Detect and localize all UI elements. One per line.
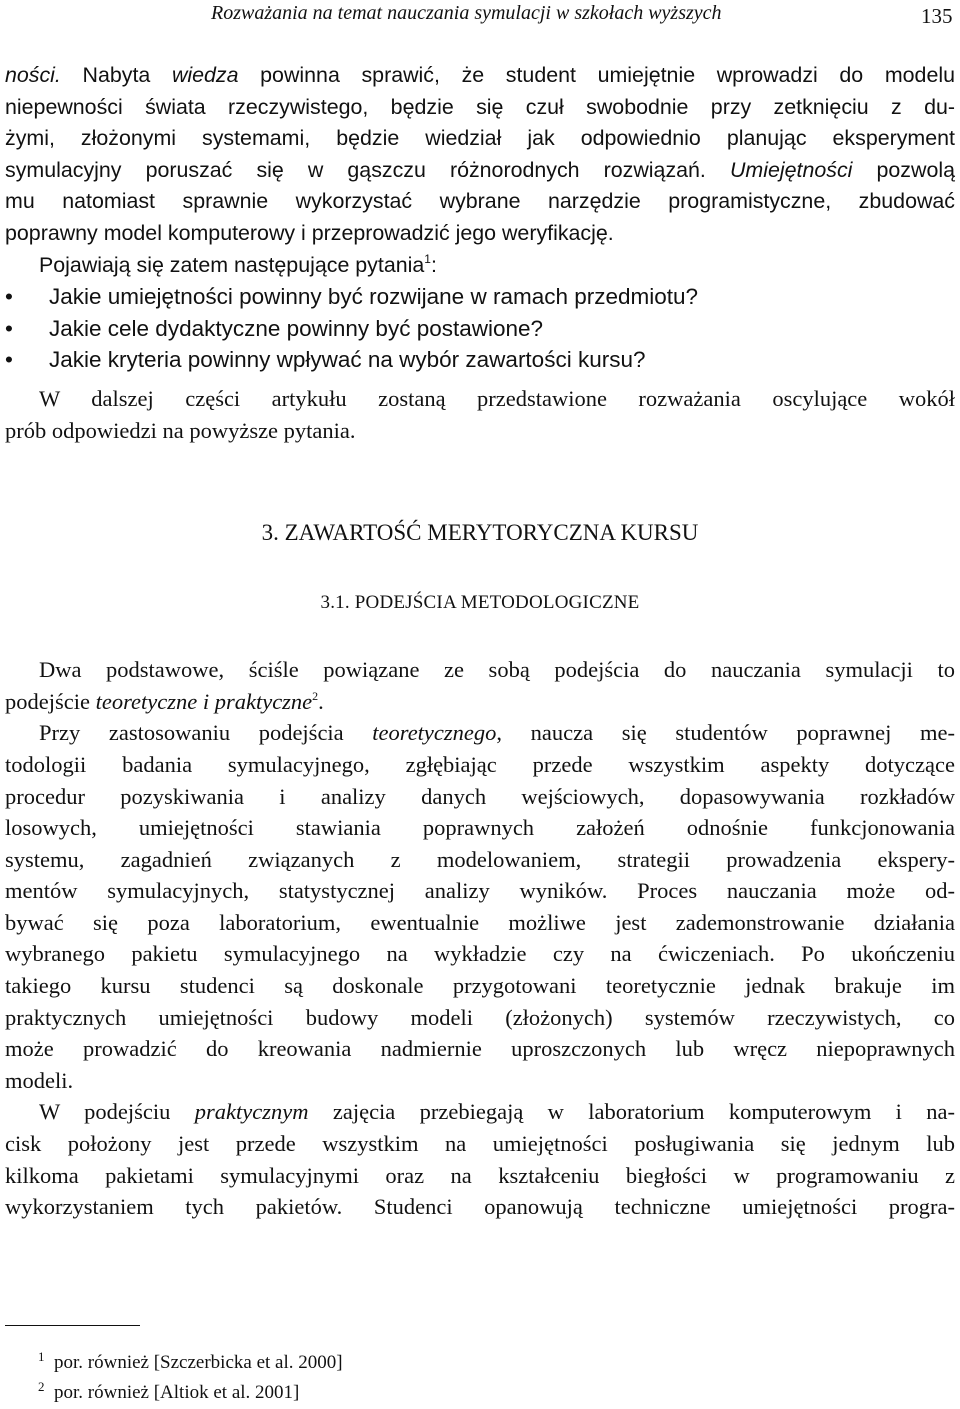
text-fragment: powinna sprawić, że student umiejętnie wprowadzi do modelu xyxy=(238,63,955,87)
text-line: niepewności świata rzeczywistego, będzie się czuł swobodnie przy zetknięciu z du- xyxy=(5,94,955,119)
text-line: W dalszej części artykułu zostaną przedstawione rozważania oscylujące wokół xyxy=(39,385,955,411)
footnote xyxy=(38,1378,343,1408)
text-line: cisk położony jest przede wszystkim na umiejętności posługiwania się jednym lub xyxy=(5,1131,955,1157)
text-line xyxy=(5,717,955,749)
footnote-number: 1 xyxy=(38,1349,45,1364)
running-title: Rozważania na temat nauczania symulacji w szkołach wyższych xyxy=(211,2,722,24)
text-line: może prowadzić do kreowania nadmiernie uproszczonych lub wręcz niepoprawnych xyxy=(5,1036,955,1062)
list-item xyxy=(5,344,955,376)
paragraph xyxy=(5,1096,955,1222)
footnotes xyxy=(38,1348,343,1408)
subsection-heading: 3.1. PODEJŚCIA METODOLOGICZNE xyxy=(320,592,640,614)
text-line: wybranego pakietu symulacyjnego na wykładzie czy na ćwiczeniach. Po ukończeniu xyxy=(5,941,955,967)
text-fragment: symulacyjny poruszać się w gąszczu różnorodnych rozwiązań. xyxy=(5,157,706,182)
footnote xyxy=(38,1348,343,1378)
text-line: modeli. xyxy=(5,1067,74,1093)
bullet-icon: • xyxy=(5,284,13,310)
emphasis-text: Umiejętności xyxy=(729,157,853,182)
text-line xyxy=(5,1096,955,1128)
text-line: praktycznych umiejętności budowy modeli (złożonych) systemów rzeczywistych, co xyxy=(5,1004,955,1030)
bullet-icon: • xyxy=(5,315,13,341)
text-fragment: Pojawiają się zatem następujące pytania xyxy=(39,252,425,277)
paragraph xyxy=(5,654,955,717)
text-fragment: Nabyta xyxy=(60,63,172,87)
footnote-text: por. również [Szczerbicka et al. 2000] xyxy=(54,1352,343,1373)
list-item-text: Jakie cele dydaktyczne powinny być postawione? xyxy=(49,315,544,341)
text-line: Dwa podstawowe, ściśle powiązane ze sobą podejścia do nauczania symulacji to xyxy=(39,657,955,683)
footnote-ref: 1 xyxy=(424,251,431,266)
text-fragment: podejście xyxy=(5,688,96,714)
text-line: procedur pozyskiwania i analizy danych wejściowych, dopasowywania rozkładów xyxy=(5,783,955,809)
section-heading: 3. ZAWARTOŚĆ MERYTORYCZNA KURSU xyxy=(261,520,699,546)
text-fragment: ności. xyxy=(5,63,61,87)
text-line: mu natomiast sprawnie wykorzystać wybrane narzędzie programistyczne, zbudować xyxy=(5,189,955,214)
list-item-text: Jakie umiejętności powinny być rozwijane w ramach przedmiotu? xyxy=(49,284,699,310)
text-line xyxy=(5,686,955,718)
list-item-text: Jakie kryteria powinny wpływać na wybór zawartości kursu? xyxy=(49,347,646,373)
text-line: żymi, złożonymi systemami, będzie wiedział jak odpowiednio planując eksperyment xyxy=(5,126,955,151)
text-line: takiego kursu studenci są doskonale przygotowani teoretycznie jednak brakuje im xyxy=(5,973,955,999)
paragraph xyxy=(5,717,955,1096)
text-line: systemu, zagadnień związanych z modelowaniem, strategii prowadzenia ekspery- xyxy=(5,846,955,872)
page-number: 135 xyxy=(921,4,953,28)
text-line: kilkoma pakietami symulacyjnymi oraz na kształceniu biegłości w programowaniu z xyxy=(5,1162,955,1188)
text-line: wykorzystaniem tych pakietów. Studenci opanowują techniczne umiejętności progra- xyxy=(5,1194,955,1220)
emphasis-text: teoretycznego xyxy=(372,720,497,746)
text-line: poprawny model komputerowy i przeprowadzić jego weryfikację. xyxy=(5,220,614,245)
emphasis-text: wiedza xyxy=(171,63,239,87)
text-line: losowych, umiejętności stawiania poprawnych założeń odnośnie funkcjonowania xyxy=(5,815,955,841)
footnote-number: 2 xyxy=(38,1379,45,1394)
text-fragment: : xyxy=(430,252,437,277)
text-fragment: pozwolą xyxy=(852,157,955,182)
list-item xyxy=(5,281,955,313)
text-fragment: zajęcia przebiegają w laboratorium komputerowym i na- xyxy=(308,1099,956,1125)
page-header xyxy=(0,2,960,32)
text-fragment: . xyxy=(318,688,324,714)
text-line: bywać się poza laboratorium, ewentualnie możliwe jest zademonstrowanie działania xyxy=(5,909,955,935)
page-body xyxy=(5,60,955,1223)
bullet-icon: • xyxy=(5,347,13,373)
intro-paragraph xyxy=(5,60,955,250)
text-fragment: W podejściu xyxy=(39,1099,195,1125)
emphasis-text: praktycznym xyxy=(194,1099,309,1125)
text-fragment: , naucza się studentów poprawnej me- xyxy=(496,720,955,746)
question-list xyxy=(5,281,955,376)
text-fragment: Przy zastosowaniu podejścia xyxy=(39,720,373,746)
footnote-text: por. również [Altiok et al. 2001] xyxy=(54,1382,300,1403)
emphasis-text: teoretyczne i praktyczne xyxy=(95,688,313,714)
footnote-ref: 2 xyxy=(312,688,319,703)
list-item xyxy=(5,313,955,345)
text-line xyxy=(5,60,955,92)
text-line: todologii badania symulacyjnego, zgłębiając przede wszystkim aspekty dotyczące xyxy=(5,751,955,777)
text-line: prób odpowiedzi na powyższe pytania. xyxy=(5,417,356,443)
footnote-divider xyxy=(5,1325,140,1326)
text-line xyxy=(5,155,955,187)
text-line: mentów symulacyjnych, statystycznej analizy wyników. Proces nauczania może od- xyxy=(5,878,955,904)
questions-lead xyxy=(5,250,955,282)
